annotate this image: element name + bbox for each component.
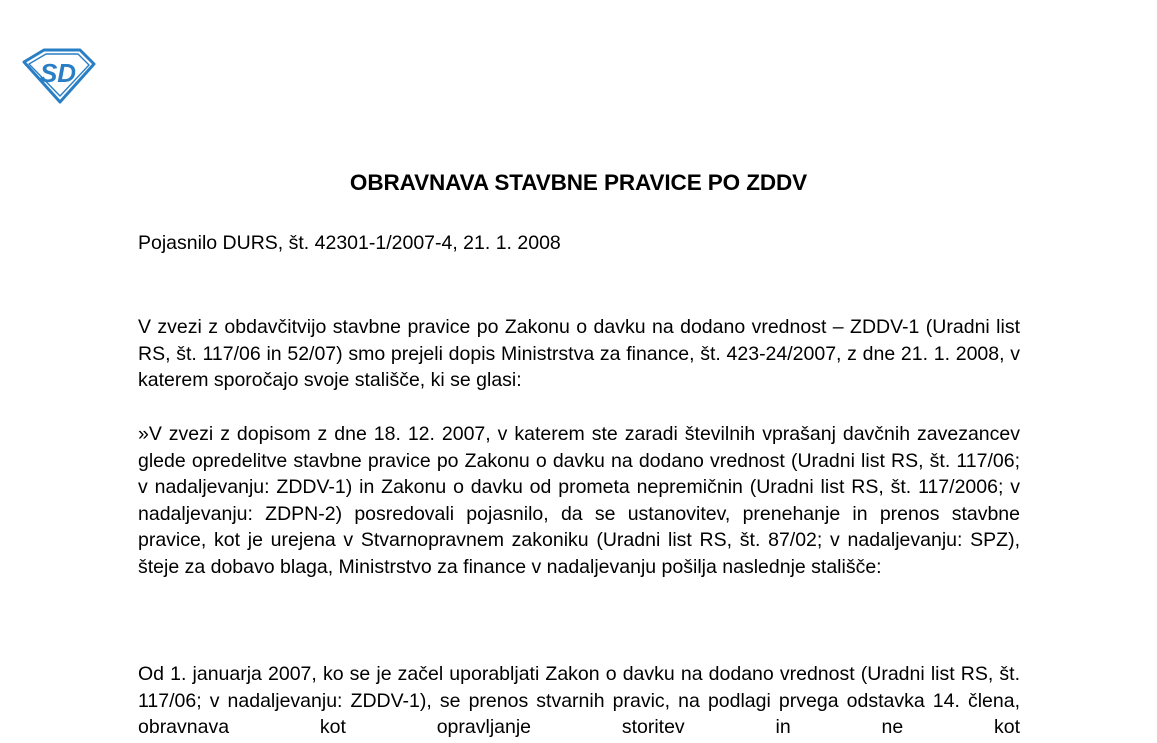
document-subtitle: Pojasnilo DURS, št. 42301-1/2007-4, 21. 1. 2008 (138, 232, 561, 254)
paragraph-quote: »V zvezi z dopisom z dne 18. 12. 2007, v katerem ste zaradi številnih vprašanj davčnih zavezancev glede opredelitve stavbne pravice po Zakonu o davku na dodano vrednost (Uradni list RS, št. 117/06; v nadaljevanju: ZDDV-1) in Zakonu o davku od prometa nepremičnin (Uradni list RS, št. 117/2006; v nadaljevanju: ZDPN-2) posredovali pojasnilo, da se ustanovitev, prenehanje in prenos stavbne pravice, kot je urejena v Stvarnopravnem zakoniku (Uradni list RS, št. 87/02; v nadaljevanju: SPZ), šteje za dobavo blaga, Ministrstvo za finance v nadaljevanju pošilja naslednje stališče: (138, 423, 1020, 578)
sd-shield-logo-icon (22, 48, 96, 104)
paragraph-zddv: Od 1. januarja 2007, ko se je začel uporabljati Zakon o davku na dodano vrednost (Uradni list RS, št. 117/06; v nadaljevanju: ZDDV-1), se prenos stvarnih pravic, na podlagi prvega odstavka 14. člena, obravnava kot opravljanje storitev in ne kot (138, 663, 1020, 738)
document-title: OBRAVNAVA STAVBNE PRAVICE PO ZDDV (349, 170, 808, 195)
logo-monogram: SD (39, 58, 77, 88)
paragraph-intro: V zvezi z obdavčitvijo stavbne pravice po Zakonu o davku na dodano vrednost – ZDDV-1 (Uradni list RS, št. 117/06 in 52/07) smo prejeli dopis Ministrstva za finance, št. 423-24/2007, z dne 21. 1. 2008, v katerem sporočajo svoje stališče, ki se glasi: (138, 316, 1020, 391)
